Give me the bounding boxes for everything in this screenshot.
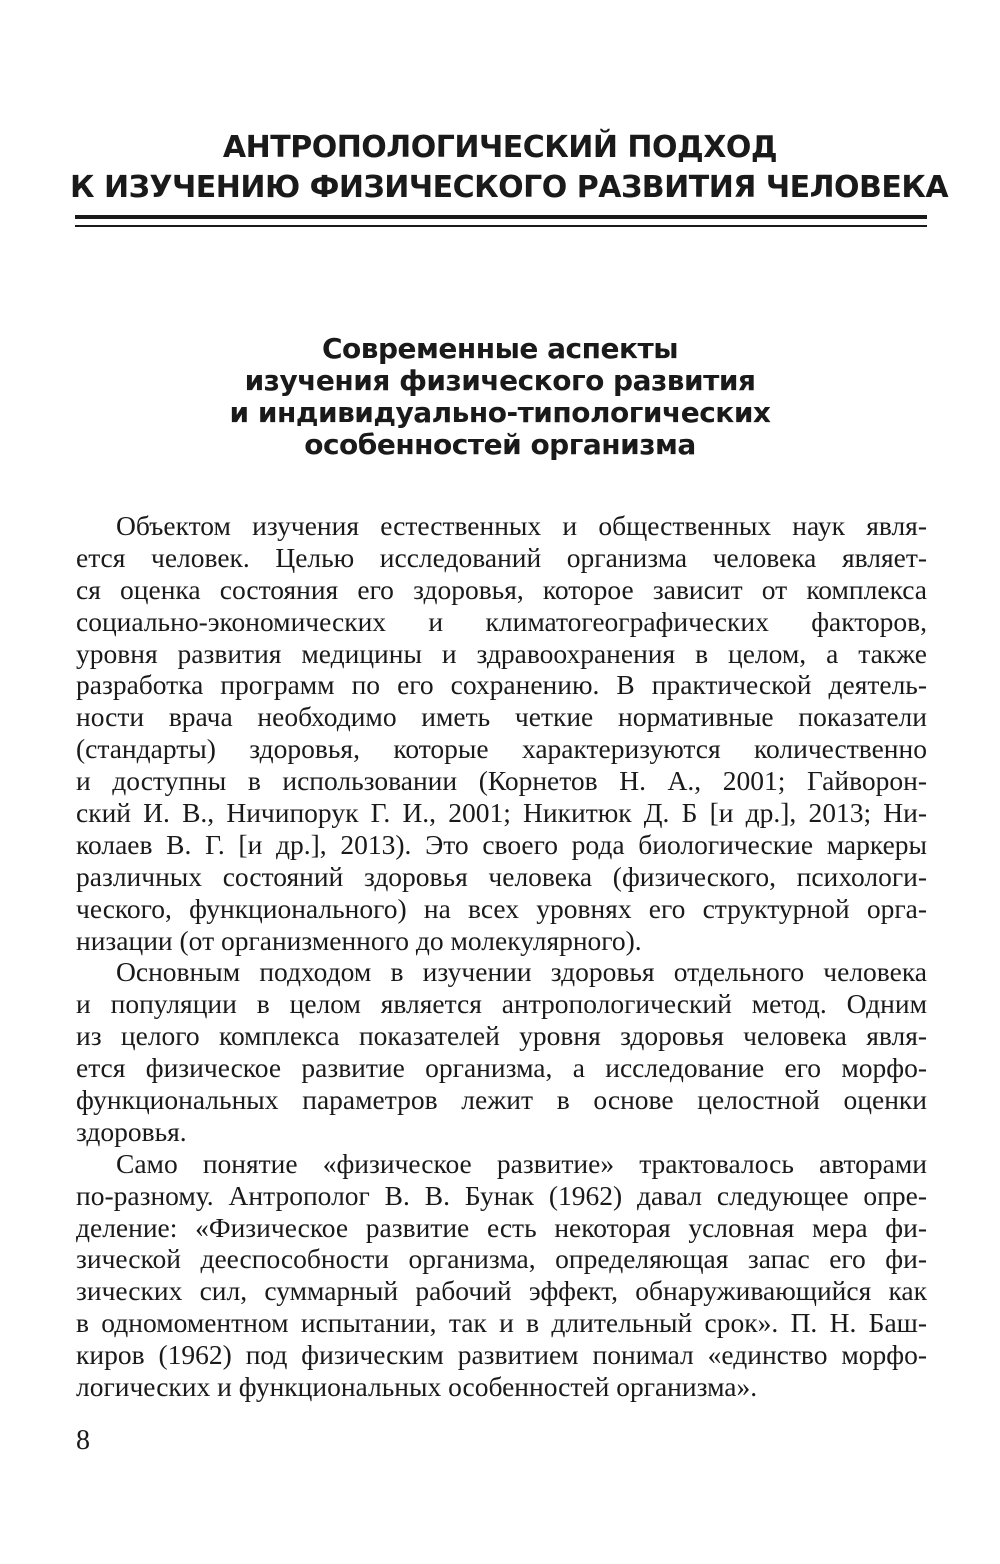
text-line: низации (от организменного до молекулярного). <box>76 924 642 956</box>
text-line: ется физическое развитие организма, а исследование его морфо- <box>76 1052 927 1084</box>
text-line: Само понятие «физическое развитие» трактовалось авторами <box>116 1147 927 1179</box>
section-title-line-4: особенностей организма <box>304 428 696 461</box>
section-title <box>100 333 900 461</box>
text-line: колаев В. Г. [и др.], 2013). Это своего рода биологические маркеры <box>76 828 927 860</box>
text-line: социально-экономических и климатогеографических факторов, <box>76 605 927 637</box>
text-line: ческого, функционального) на всех уровнях его структурной орга- <box>76 892 927 924</box>
text-line: киров (1962) под физическим развитием понимал «единство морфо- <box>76 1339 927 1371</box>
text-line: ности врача необходимо иметь четкие нормативные показатели <box>76 701 927 733</box>
section-title-line-2: изучения физического развития <box>244 364 756 397</box>
page-number: 8 <box>76 1425 90 1456</box>
section-title-line-3: и индивидуально-типологических <box>229 396 771 429</box>
text-line: уровня развития медицины и здравоохранения в целом, а также <box>76 637 927 669</box>
text-line: и доступны в использовании (Корнетов Н. А., 2001; Гайворон- <box>76 765 927 797</box>
title-rule-thin <box>75 225 927 227</box>
paragraph <box>76 956 927 1147</box>
text-line: ется человек. Целью исследований организма человека являет- <box>76 541 927 573</box>
text-line: здоровья. <box>76 1115 187 1147</box>
text-line: в одномоментном испытании, так и в длительный срок». П. Н. Баш- <box>76 1307 927 1339</box>
text-line: функциональных параметров лежит в основе целостной оценки <box>76 1084 927 1116</box>
text-line: Основным подходом в изучении здоровья отдельного человека <box>116 956 927 988</box>
text-line: ся оценка состояния его здоровья, которое зависит от комплекса <box>76 573 927 605</box>
text-line: ский И. В., Ничипорук Г. И., 2001; Никитюк Д. Б [и др.], 2013; Ни- <box>76 797 927 829</box>
text-line: различных состояний здоровья человека (физического, психологи- <box>76 860 927 892</box>
text-line: зической дееспособности организма, определяющая запас его фи- <box>76 1243 927 1275</box>
paragraph <box>76 1148 927 1403</box>
text-line: зических сил, суммарный рабочий эффект, обнаруживающийся как <box>76 1275 927 1307</box>
text-line: по-разному. Антрополог В. В. Бунак (1962) давал следующее опре- <box>76 1179 927 1211</box>
text-line: деление: «Физическое развитие есть некоторая условная мера фи- <box>76 1211 927 1243</box>
chapter-title <box>70 128 949 208</box>
text-line: логических и функциональных особенностей организма». <box>76 1371 758 1403</box>
chapter-title-line-2: К ИЗУЧЕНИЮ ФИЗИЧЕСКОГО РАЗВИТИЯ ЧЕЛОВЕКА <box>70 170 949 205</box>
chapter-title-line-1: АНТРОПОЛОГИЧЕСКИЙ ПОДХОД <box>222 130 778 165</box>
text-line: и популяции в целом является антропологический метод. Одним <box>76 988 927 1020</box>
section-title-line-1: Современные аспекты <box>321 332 679 365</box>
text-line: Объектом изучения естественных и общественных наук явля- <box>116 510 927 541</box>
text-line: разработка программ по его сохранению. В практической деятель- <box>76 669 927 701</box>
text-line: (стандарты) здоровья, которые характеризуются количественно <box>76 733 927 765</box>
body-text <box>76 510 927 1403</box>
text-line: из целого комплекса показателей уровня здоровья человека явля- <box>76 1020 927 1052</box>
paragraph <box>76 510 927 956</box>
title-rule-thick <box>75 215 927 219</box>
